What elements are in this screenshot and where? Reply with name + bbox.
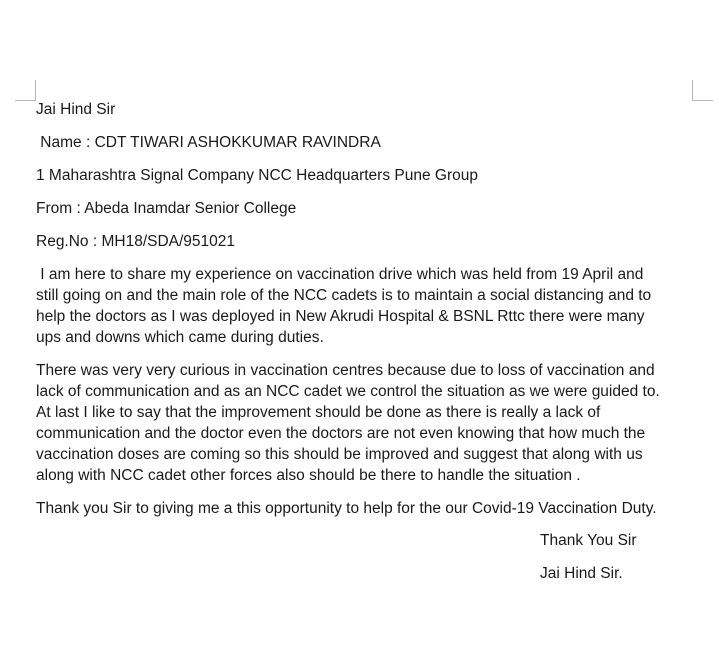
paragraph-line: I am here to share my experience on vaccination drive which was held from 19 April and [36,266,644,283]
college-line: From : Abeda Inamdar Senior College [36,200,297,217]
unit-line: 1 Maharashtra Signal Company NCC Headquarters Pune Group [36,167,478,184]
closing-signoff: Jai Hind Sir. [540,565,623,582]
paragraph-line: ups and downs which came during duties. [36,329,324,346]
paragraph-line: help the doctors as I was deployed in New Akrudi Hospital & BSNL Rttc there were many [36,308,645,325]
paragraph-line: communication and the doctor even the doctors are not even knowing that how much the [36,425,646,442]
observation-paragraph [36,360,700,486]
top-left-margin-mark [15,80,36,101]
letter-body [36,99,700,531]
paragraph-line: lack of communication and as an NCC cadet we control the situation as we were guided to. [36,383,660,400]
closing-thanks: Thank You Sir [540,532,637,549]
cadet-name: Name : CDT TIWARI ASHOKKUMAR RAVINDRA [36,134,381,151]
registration-number: Reg.No : MH18/SDA/951021 [36,233,236,250]
paragraph-line: still going on and the main role of the NCC cadets is to maintain a social distancing and to [36,287,652,304]
top-right-margin-mark [692,80,713,101]
salutation: Jai Hind Sir [36,101,116,118]
paragraph-line: At last I like to say that the improvement should be done as there is really a lack of [36,404,601,421]
paragraph-line: vaccination doses are coming so this should be improved and suggest that along with us [36,446,643,463]
paragraph-line: There was very very curious in vaccination centres because due to loss of vaccination and [36,362,655,379]
paragraph-line: along with NCC cadet other forces also should be there to handle the situation . [36,467,581,484]
experience-paragraph [36,264,700,348]
thanks-line: Thank you Sir to giving me a this opportunity to help for the our Covid-19 Vaccination Duty. [36,500,657,517]
